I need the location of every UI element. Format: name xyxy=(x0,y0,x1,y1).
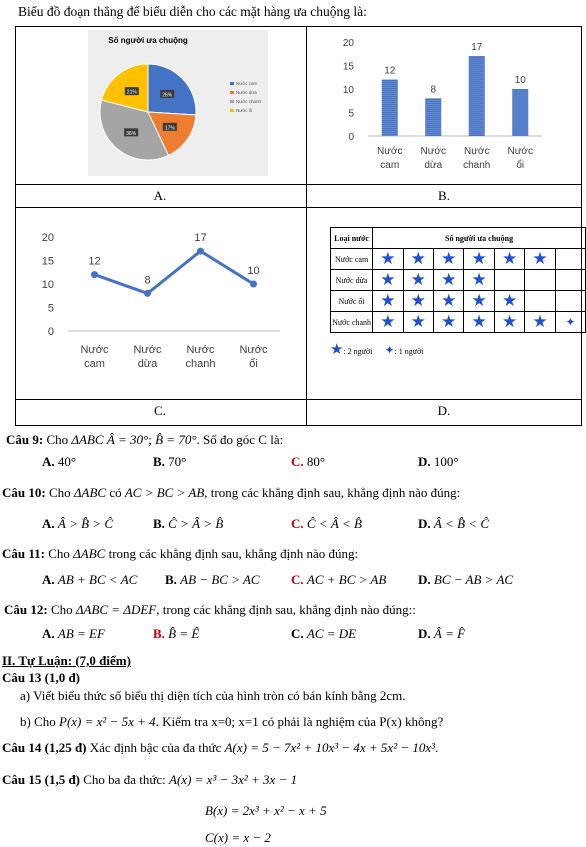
answer-10a[interactable] xyxy=(42,516,113,532)
answer-letter: A. xyxy=(42,516,55,531)
y-tick-label: 10 xyxy=(342,85,354,96)
data-label: 8 xyxy=(430,84,437,96)
question-10 xyxy=(2,485,460,501)
pict-cell xyxy=(373,270,403,291)
y-tick-label: 10 xyxy=(41,279,54,291)
answer-letter: C. xyxy=(291,626,304,641)
answer-text: Â < B̂ < Ĉ xyxy=(433,516,489,531)
answer-10b[interactable] xyxy=(153,516,223,532)
pict-cell xyxy=(434,270,464,291)
legend-swatch xyxy=(230,82,234,85)
answer-text: Â = F̂ xyxy=(433,626,466,641)
pict-cell xyxy=(555,312,585,333)
pict-cell xyxy=(434,291,464,312)
star-icon: ★ xyxy=(441,291,457,310)
question-13-number: Câu 13 (1,0 đ) xyxy=(2,670,81,685)
pict-header-count: Số người ưa chuộng xyxy=(373,228,586,249)
data-label: 17 xyxy=(194,232,207,245)
data-label: 8 xyxy=(144,274,151,287)
divider xyxy=(15,184,582,185)
pict-row xyxy=(331,270,586,291)
pie-chart-panel xyxy=(88,30,268,176)
star-icon: ★ xyxy=(380,312,396,331)
pict-row-label: Nước ổi xyxy=(331,291,373,312)
x-tick-label: Nước cam xyxy=(377,146,403,171)
answer-letter: D. xyxy=(418,572,431,587)
question-text: . Kiểm tra x=0; x=1 có phải là nghiệm của P(x) không? xyxy=(155,714,444,729)
answer-letter: A. xyxy=(42,626,55,641)
pict-cell xyxy=(373,312,403,333)
line-chart xyxy=(30,225,290,375)
answer-text: 40° xyxy=(57,454,77,469)
pie-value-label: 21% xyxy=(126,89,137,96)
pie-value-label: 36% xyxy=(126,130,137,137)
answer-letter: A. xyxy=(42,454,55,469)
divider xyxy=(15,399,582,400)
pict-cell xyxy=(494,291,524,312)
answer-text: AB − BC > AC xyxy=(180,572,260,587)
answer-letter: D. xyxy=(418,454,431,469)
data-point xyxy=(91,271,98,278)
legend-label: Nước dừa xyxy=(236,90,257,95)
question-text: Cho xyxy=(48,485,71,500)
question-text: b) Cho xyxy=(20,714,56,729)
answer-9b[interactable] xyxy=(153,454,186,470)
pict-cell xyxy=(464,249,494,270)
data-point xyxy=(250,281,257,288)
answer-10d[interactable] xyxy=(418,516,489,532)
star-icon: ★ xyxy=(410,312,426,331)
divider xyxy=(15,207,582,208)
pict-row xyxy=(331,249,586,270)
star-icon: ★ xyxy=(380,270,396,289)
polynomial-b: B(x) = 2x³ + x² − x + 5 xyxy=(205,803,327,818)
pict-cell xyxy=(403,291,433,312)
pict-cell xyxy=(403,249,433,270)
question-text: , trong các khẳng định sau, khẳng định nào đúng: xyxy=(204,485,461,500)
star-icon: ★ xyxy=(441,312,457,331)
answer-text: BC − AB > AC xyxy=(433,572,514,587)
answer-text: Â > B̂ > Ĉ xyxy=(57,516,113,531)
question-9 xyxy=(6,432,283,448)
star-icon: ★ xyxy=(441,270,457,289)
question-text: Xác định bậc của đa thức xyxy=(89,740,222,755)
half-star-icon: ✦ xyxy=(384,343,395,357)
pict-row-label: Nước dừa xyxy=(331,270,373,291)
star-icon: ★ xyxy=(501,312,518,331)
answer-12a[interactable] xyxy=(42,626,105,642)
x-tick-label: Nước dừa xyxy=(420,146,446,171)
answer-9a[interactable] xyxy=(42,454,76,470)
star-icon: ★ xyxy=(501,291,518,310)
star-icon: ★ xyxy=(441,249,457,268)
bar-chart xyxy=(330,30,550,178)
legend-label: Nước cam xyxy=(236,81,258,86)
pict-cell xyxy=(434,249,464,270)
answer-12d[interactable] xyxy=(418,626,465,642)
pict-cell xyxy=(555,270,585,291)
data-label: 12 xyxy=(384,65,396,77)
answer-text: B̂ = Ê xyxy=(168,626,200,641)
pie-chart xyxy=(88,30,268,176)
pict-cell xyxy=(494,270,524,291)
question-number: Câu 12: xyxy=(4,602,48,617)
answer-text: 80° xyxy=(306,454,326,469)
pict-cell xyxy=(525,291,555,312)
pict-cell xyxy=(494,249,524,270)
answer-10c[interactable] xyxy=(291,516,362,532)
half-star-icon: ✦ xyxy=(565,314,576,329)
answer-letter: B. xyxy=(165,572,177,587)
data-label: 10 xyxy=(514,75,526,86)
data-label: 12 xyxy=(88,255,101,268)
question-text: ; xyxy=(148,432,152,447)
option-d-label: D. xyxy=(437,403,451,418)
answer-text: Ĉ < Â < B̂ xyxy=(306,516,362,531)
answer-letter: B. xyxy=(153,516,165,531)
data-label: 10 xyxy=(247,265,260,277)
legend-label: Nước ổi xyxy=(236,108,253,113)
question-text: , trong các khẳng định sau, khẳng định nào đúng:: xyxy=(156,602,416,617)
star-icon: ★ xyxy=(501,249,518,268)
pict-cell xyxy=(464,270,494,291)
answer-letter: A. xyxy=(42,572,55,587)
star-icon: ★ xyxy=(471,270,487,289)
math-expr: ΔABC xyxy=(71,432,104,447)
pict-cell xyxy=(403,312,433,333)
answer-11c[interactable] xyxy=(291,572,386,588)
math-expr: A(x) = 5 − 7x² + 10x³ − 4x + 5x² − 10x³ xyxy=(224,740,436,755)
question-14: Câu 14 (1,25 đ) Xác định bậc của đa thức A(x) = 5 − 7x² + 10x³ − 4x + 5x² − 10x³. xyxy=(2,740,439,755)
pie-value-label: 17% xyxy=(164,125,175,132)
pict-cell xyxy=(464,291,494,312)
pict-cell xyxy=(525,270,555,291)
question-text: Cho xyxy=(48,546,70,561)
pie-slice xyxy=(148,64,196,115)
option-a-label: A. xyxy=(153,188,167,203)
question-text: có xyxy=(109,485,122,500)
option-c-label: C. xyxy=(154,403,166,418)
star-icon: ★ xyxy=(380,291,396,310)
answer-letter: B. xyxy=(153,626,165,641)
question-text: Cho xyxy=(50,602,73,617)
pict-row xyxy=(331,291,586,312)
star-icon: ★ xyxy=(410,270,426,289)
star-icon: ★ xyxy=(471,312,487,331)
y-tick-label: 0 xyxy=(348,132,354,143)
answer-text: 70° xyxy=(168,454,187,469)
answer-text: 100° xyxy=(433,454,459,469)
question-number: Câu 14 (1,25 đ) xyxy=(2,740,87,755)
legend-swatch xyxy=(230,100,234,103)
answer-letter: B. xyxy=(153,454,165,469)
star-icon: ★ xyxy=(410,249,426,268)
pict-cell xyxy=(525,249,555,270)
y-tick-label: 5 xyxy=(348,108,354,120)
answer-letter: C. xyxy=(291,572,304,587)
question-13a: a) Viết biểu thức số biểu thị diện tích của hình tròn có bán kính bằng 2cm. xyxy=(20,688,406,703)
x-tick-label: Nước ổi xyxy=(239,344,268,370)
answer-9d[interactable] xyxy=(418,454,459,470)
y-tick-label: 0 xyxy=(47,326,54,338)
answer-letter: D. xyxy=(418,626,431,641)
math-expr: AC > BC > AB xyxy=(124,485,205,500)
y-tick-label: 15 xyxy=(41,255,54,268)
answer-letter: C. xyxy=(291,454,304,469)
pict-legend-half: : 1 người xyxy=(394,347,424,356)
pict-cell xyxy=(555,291,585,312)
y-tick-label: 20 xyxy=(41,232,54,244)
data-label: 17 xyxy=(471,42,483,54)
star-icon: ★ xyxy=(471,249,487,268)
legend-swatch xyxy=(230,109,234,112)
answer-11b[interactable] xyxy=(165,572,260,588)
question-text: trong các khẳng định sau, khẳng định nào đúng: xyxy=(108,546,359,561)
pict-legend-full: : 2 người xyxy=(343,347,373,356)
question-12 xyxy=(4,602,416,618)
pict-cell xyxy=(494,312,524,333)
math-expr: B̂ = 70° xyxy=(155,432,197,447)
x-tick-label: Nước cam xyxy=(80,344,109,370)
answer-text: AC = DE xyxy=(306,626,357,641)
pie-value-label: 26% xyxy=(162,92,173,99)
star-icon: ★ xyxy=(532,312,548,331)
star-icon: ★ xyxy=(410,291,426,310)
pictogram-table xyxy=(330,227,586,357)
answer-11a[interactable] xyxy=(42,572,137,588)
x-tick-label: Nước chanh xyxy=(185,344,216,370)
math-expr: ΔABC xyxy=(73,485,107,500)
polynomial-c: C(x) = x − 2 xyxy=(205,830,271,845)
data-point xyxy=(144,290,151,297)
answer-12c[interactable] xyxy=(291,626,356,642)
star-icon: ★ xyxy=(380,249,396,268)
series-line xyxy=(95,251,254,293)
math-expr: P(x) = x² − 5x + 4 xyxy=(59,714,156,729)
pict-cell xyxy=(555,249,585,270)
answer-letter: C. xyxy=(291,516,304,531)
math-expr: ΔABC = ΔDEF xyxy=(75,602,157,617)
question-number: Câu 15 (1,5 đ) xyxy=(2,772,81,787)
pict-cell xyxy=(434,312,464,333)
pict-header-type: Loại nước xyxy=(331,228,373,249)
x-tick-label: Nước dừa xyxy=(133,344,162,370)
x-tick-label: Nước ổi xyxy=(507,146,533,171)
heading: Biểu đồ đoạn thẳng để biểu diễn cho các mặt hàng ưa chuộng là: xyxy=(18,4,367,19)
y-tick-label: 15 xyxy=(342,61,354,73)
answer-text: AB + BC < AC xyxy=(57,572,138,587)
question-number: Câu 10: xyxy=(2,485,46,500)
legend-swatch xyxy=(230,91,234,94)
legend-label: Nước chanh xyxy=(236,99,261,104)
answer-letter: D. xyxy=(418,516,431,531)
star-icon: ★ xyxy=(330,342,344,358)
question-number: Câu 11: xyxy=(2,546,45,561)
math-expr: A(x) = x³ − 3x² + 3x − 1 xyxy=(169,772,298,787)
data-point xyxy=(197,248,204,255)
answer-11d[interactable] xyxy=(418,572,513,588)
answer-text: Ĉ > Â > B̂ xyxy=(168,516,224,531)
pict-cell xyxy=(373,291,403,312)
option-b-label: B. xyxy=(438,188,450,203)
answer-9c[interactable] xyxy=(291,454,325,470)
question-11 xyxy=(2,546,358,562)
answer-text: AC + BC > AB xyxy=(306,572,387,587)
y-tick-label: 20 xyxy=(342,38,354,49)
y-tick-label: 5 xyxy=(47,302,54,315)
answer-12b[interactable] xyxy=(153,626,199,642)
pict-row-label: Nước chanh xyxy=(331,312,373,333)
star-icon: ★ xyxy=(471,291,487,310)
section-title: II. Tự Luận: (7,0 điểm) xyxy=(2,653,131,668)
x-tick-label: Nước chanh xyxy=(463,146,491,171)
pict-row xyxy=(331,312,586,333)
question-text: . Số đo góc C là: xyxy=(196,432,284,447)
pict-cell xyxy=(373,249,403,270)
pict-cell xyxy=(464,312,494,333)
question-13b xyxy=(20,714,443,730)
question-text: Cho xyxy=(46,432,69,447)
question-15 xyxy=(2,772,297,788)
answer-text: AB = EF xyxy=(57,626,105,641)
pie-chart-title: Số người ưa chuộng xyxy=(108,36,188,45)
pict-cell xyxy=(525,312,555,333)
pict-row-label: Nước cam xyxy=(331,249,373,270)
star-icon: ★ xyxy=(532,249,548,268)
math-expr: Â = 30° xyxy=(106,432,149,447)
math-expr: ΔABC xyxy=(73,546,106,561)
divider xyxy=(306,26,307,426)
pict-legend xyxy=(330,341,586,357)
pict-cell xyxy=(403,270,433,291)
question-number: Câu 9: xyxy=(6,432,44,447)
question-text: Cho ba đa thức: xyxy=(83,772,166,787)
